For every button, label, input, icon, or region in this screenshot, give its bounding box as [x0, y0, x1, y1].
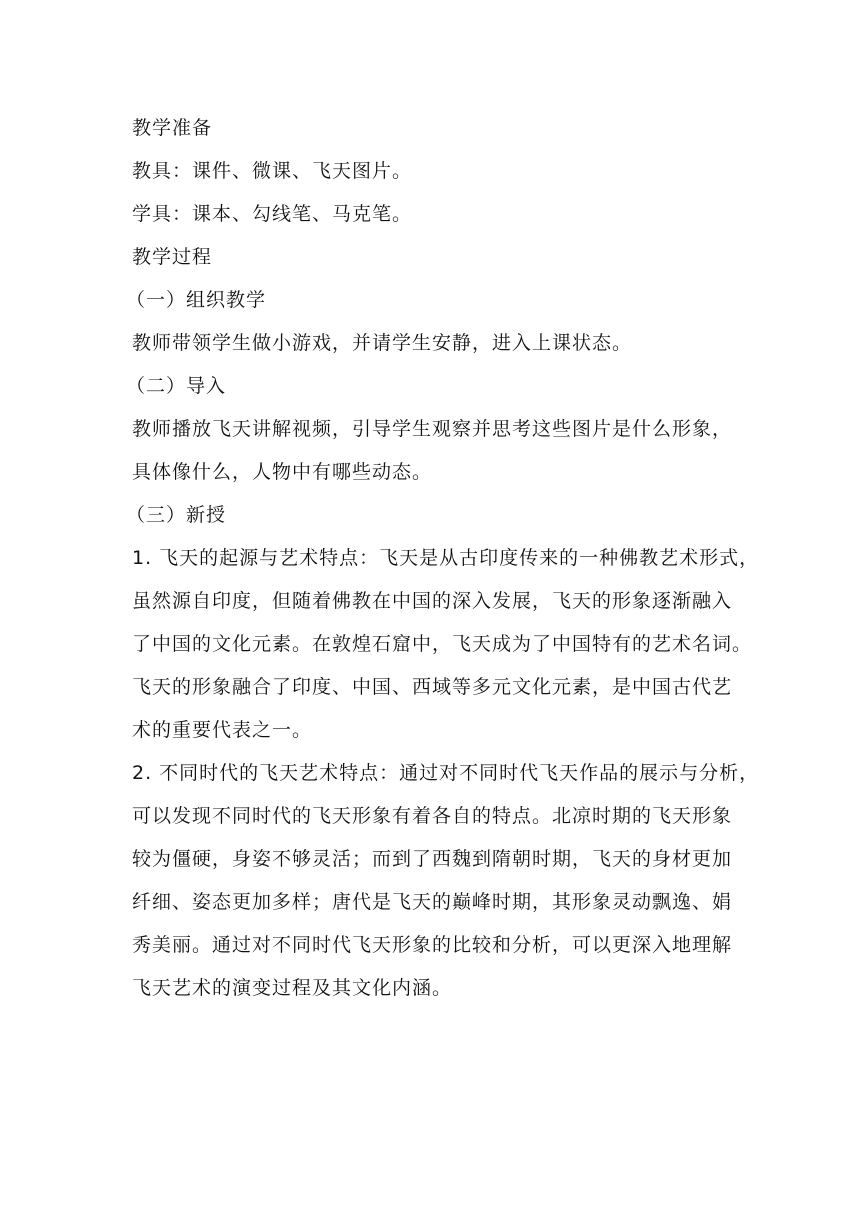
section2-paragraph: [132, 411, 742, 490]
paragraph-line: 具体像什么，人物中有哪些动态。: [132, 461, 433, 483]
teacher-tools-line: 教具：课件、微课、飞天图片。: [132, 160, 413, 182]
paragraph-line: 飞天的形象融合了印度、中国、西域等多元文化元素，是中国古代艺: [132, 676, 733, 698]
paragraph-line: 纤细、姿态更加多样；唐代是飞天的巅峰时期，其形象灵动飘逸、娟: [132, 891, 733, 913]
paragraph-line: 较为僵硬，身姿不够灵活；而到了西魏到隋朝时期，飞天的身材更加: [132, 848, 733, 870]
paragraph-line: 2. 不同时代的飞天艺术特点：通过对不同时代飞天作品的展示与分析，: [132, 762, 760, 784]
paragraph-line: 教师播放飞天讲解视频，引导学生观察并思考这些图片是什么形象，: [132, 418, 733, 440]
paragraph-line: 了中国的文化元素。在敦煌石窟中，飞天成为了中国特有的艺术名词。: [132, 633, 753, 655]
paragraph-line: 秀美丽。通过对不同时代飞天形象的比较和分析，可以更深入地理解: [132, 934, 733, 956]
document-body: [126, 110, 760, 1006]
item1-paragraph: [132, 540, 760, 748]
section1-text: 教师带领学生做小游戏，并请学生安静，进入上课状态。: [132, 332, 633, 354]
section1-heading: （一）组织教学: [126, 289, 267, 311]
section3-heading: （三）新授: [126, 504, 227, 526]
prep-heading: 教学准备: [132, 117, 213, 139]
paragraph-line: 1. 飞天的起源与艺术特点：飞天是从古印度传来的一种佛教艺术形式，: [132, 547, 760, 569]
student-tools-line: 学具：课本、勾线笔、马克笔。: [132, 203, 413, 225]
item2-paragraph: [132, 755, 760, 1006]
section2-heading: （二）导入: [126, 375, 227, 397]
process-heading: 教学过程: [132, 246, 213, 268]
paragraph-line: 虽然源自印度，但随着佛教在中国的深入发展，飞天的形象逐渐融入: [132, 590, 733, 612]
paragraph-line: 术的重要代表之一。: [132, 719, 313, 741]
paragraph-line: 可以发现不同时代的飞天形象有着各自的特点。北凉时期的飞天形象: [132, 805, 733, 827]
paragraph-line: 飞天艺术的演变过程及其文化内涵。: [132, 977, 453, 999]
